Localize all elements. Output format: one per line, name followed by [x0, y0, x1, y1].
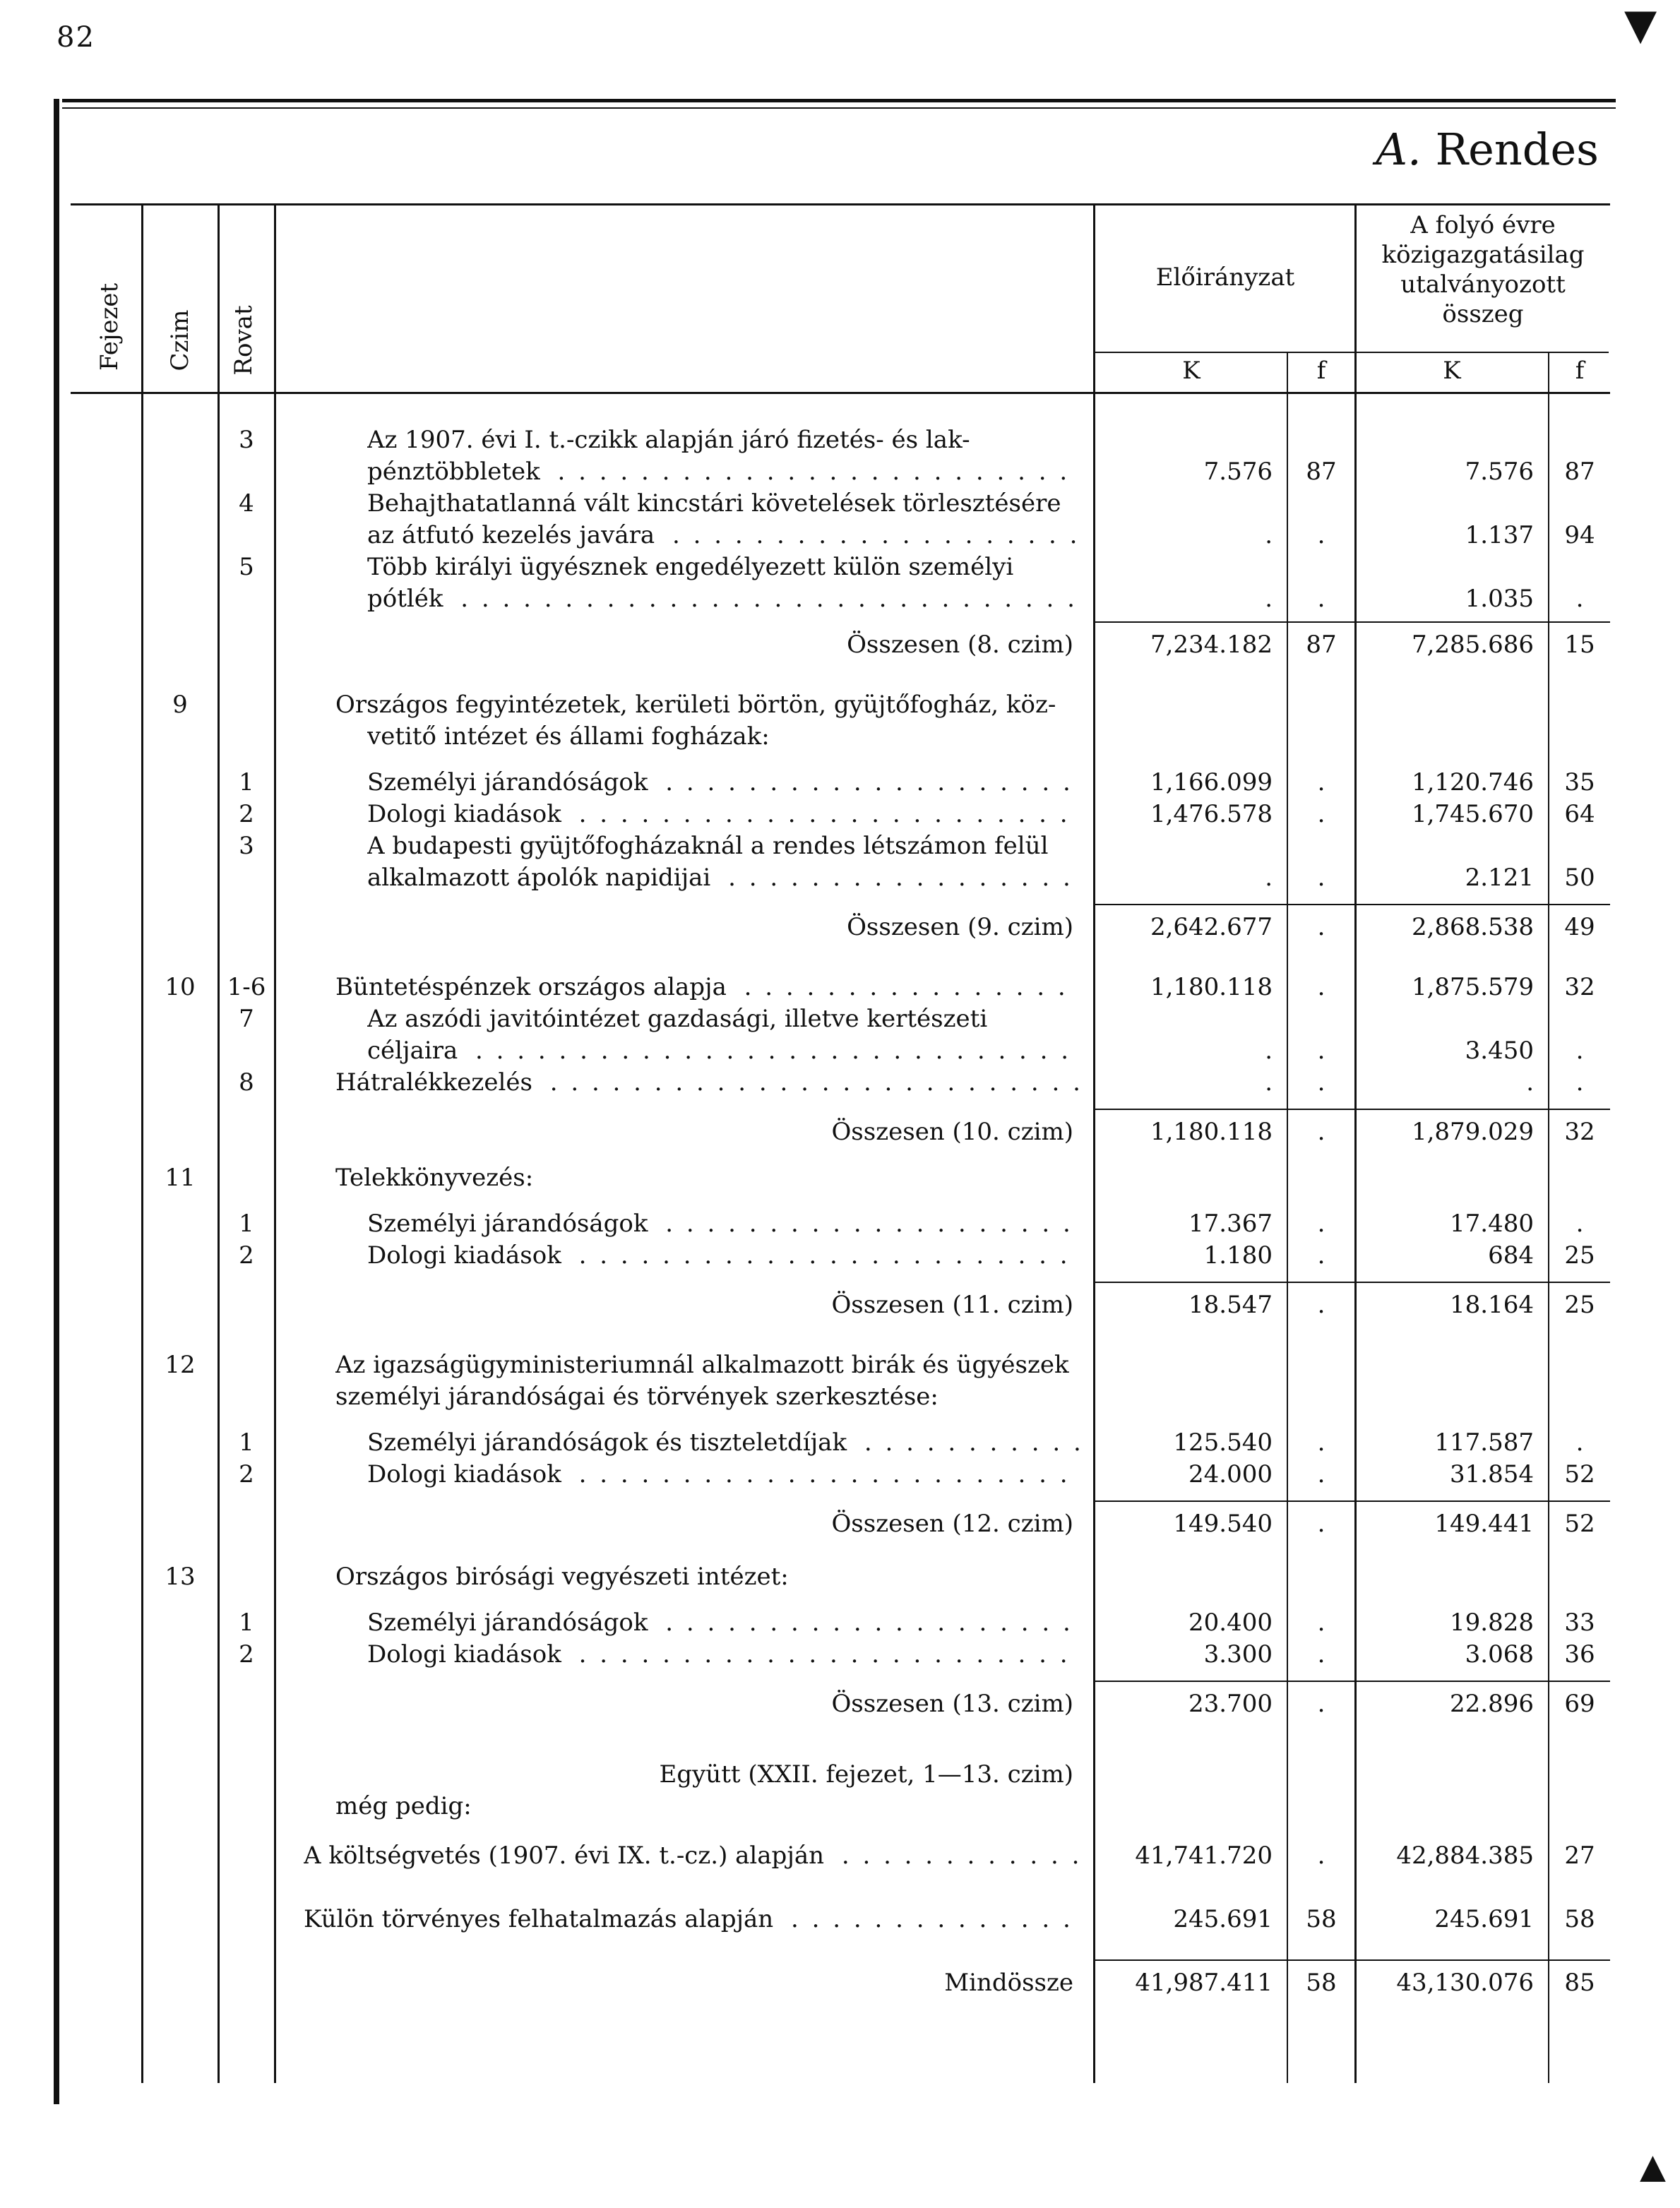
row-label	[282, 628, 1080, 661]
header-utal-line2: közigazgatásilag	[1381, 241, 1585, 269]
row-label	[367, 1003, 1080, 1035]
eloiranyzat-f-cell: .	[1317, 1510, 1325, 1538]
row-label-text: Hátralékkezelés	[335, 1068, 540, 1097]
eloiranyzat-k-cell: 20.400	[1188, 1609, 1273, 1637]
table-row	[0, 766, 1680, 799]
top-rule	[62, 99, 1616, 102]
table-row	[0, 720, 1680, 753]
subtotal-rule	[1093, 1500, 1610, 1502]
table-row	[0, 1560, 1680, 1593]
eloiranyzat-f-cell: .	[1317, 1640, 1325, 1669]
rovat-cell: 5	[239, 553, 254, 581]
table-row	[0, 1116, 1680, 1148]
utalvanyozott-k-cell: 42,884.385	[1396, 1842, 1534, 1870]
row-label	[335, 1380, 1080, 1413]
eloiranyzat-k-cell: 1,476.578	[1150, 800, 1273, 828]
eloiranyzat-f-cell: .	[1317, 1460, 1325, 1488]
row-label-text: Személyi járandóságok	[367, 768, 655, 796]
row-label	[335, 1066, 1080, 1099]
rovat-cell: 7	[239, 1005, 254, 1033]
row-label	[335, 1560, 1080, 1593]
row-label-text: még pedig:	[335, 1792, 479, 1820]
utalvanyozott-k-cell: 22.896	[1450, 1690, 1534, 1718]
utalvanyozott-f-cell: 15	[1564, 631, 1595, 659]
eloiranyzat-f-cell: .	[1317, 521, 1325, 549]
row-label	[367, 766, 1080, 799]
row-label	[367, 861, 1080, 894]
utalvanyozott-k-cell: 1.137	[1465, 521, 1534, 549]
utalvanyozott-k-cell: 1,879.029	[1411, 1118, 1534, 1146]
row-label-text: Országos birósági vegyészeti intézet:	[335, 1563, 796, 1591]
row-label	[282, 1758, 1080, 1791]
table-row	[0, 1239, 1680, 1272]
row-label	[335, 1349, 1080, 1381]
table-row	[0, 1289, 1680, 1321]
eloiranyzat-f-cell: .	[1317, 1068, 1325, 1097]
header-utal-line4: összeg	[1442, 300, 1524, 328]
row-label	[367, 519, 1080, 551]
utalvanyozott-k-cell: 1.035	[1465, 585, 1534, 613]
utalvanyozott-f-cell: 94	[1564, 521, 1595, 549]
subtotal-rule	[1093, 621, 1610, 623]
row-label	[282, 1967, 1080, 1999]
utalvanyozott-k-cell: 43,130.076	[1396, 1969, 1534, 1997]
table-row	[0, 1967, 1680, 1999]
utalvanyozott-f-cell: .	[1575, 1428, 1584, 1457]
eloiranyzat-k-cell: 2,642.677	[1150, 913, 1273, 941]
czim-cell: 11	[165, 1164, 196, 1192]
eloiranyzat-f-cell: .	[1317, 1241, 1325, 1270]
table-row	[0, 1790, 1680, 1822]
eloiranyzat-f-cell: .	[1317, 1690, 1325, 1718]
eloiranyzat-f-cell: .	[1317, 973, 1325, 1001]
row-label-text: Az igazságügyministeriumnál alkalmazott birák és ügyészek	[335, 1351, 1076, 1379]
row-label-text: pénztöbbletek	[367, 458, 547, 486]
row-label	[282, 1508, 1080, 1540]
row-label-text: Több királyi ügyésznek engedélyezett külön személyi	[367, 553, 1020, 581]
table-row	[0, 1638, 1680, 1671]
eloiranyzat-k-cell: 41,987.411	[1135, 1969, 1273, 1997]
rovat-cell: 1	[239, 1210, 254, 1238]
row-label	[282, 1289, 1080, 1321]
table-row	[0, 1003, 1680, 1035]
header-f1: f	[1316, 357, 1326, 385]
row-label-text: Dologi kiadások	[367, 800, 568, 828]
eloiranyzat-f-cell: .	[1317, 1210, 1325, 1238]
rovat-cell: 2	[239, 1460, 254, 1488]
row-label	[367, 1426, 1080, 1459]
utalvanyozott-k-cell: 2,868.538	[1411, 913, 1534, 941]
czim-cell: 10	[165, 973, 196, 1001]
row-label-text: Behajthatatlanná vált kincstári követelések törlesztésére	[367, 489, 1068, 518]
row-label-text: Összesen (12. czim)	[831, 1510, 1080, 1538]
table-row	[0, 1508, 1680, 1540]
header-rovat: Rovat	[230, 305, 258, 376]
header-utal-line3: utalványozott	[1400, 270, 1566, 299]
subtotal-rule	[1093, 1959, 1610, 1961]
rovat-cell: 2	[239, 800, 254, 828]
table-row	[0, 1207, 1680, 1240]
eloiranyzat-k-cell: 1,180.118	[1150, 973, 1273, 1001]
utalvanyozott-f-cell: 69	[1564, 1690, 1595, 1718]
rovat-cell: 4	[239, 489, 254, 518]
row-label	[367, 1034, 1080, 1067]
table-row	[0, 1903, 1680, 1935]
eloiranyzat-k-cell: 7.576	[1203, 458, 1273, 486]
row-label-text: Személyi járandóságok	[367, 1609, 655, 1637]
rovat-cell: 8	[239, 1068, 254, 1097]
row-label-text: A budapesti gyüjtőfogházaknál a rendes létszámon felül	[367, 832, 1055, 860]
utalvanyozott-k-cell: 18.164	[1450, 1291, 1534, 1319]
row-label-text: A költségvetés (1907. évi IX. t.-cz.) alapján	[304, 1842, 831, 1870]
utalvanyozott-f-cell: 35	[1564, 768, 1595, 796]
table-row	[0, 1688, 1680, 1720]
table-row	[0, 1349, 1680, 1381]
eloiranyzat-k-cell: 7,234.182	[1150, 631, 1273, 659]
eloiranyzat-k-cell: .	[1265, 864, 1273, 892]
utalvanyozott-f-cell: 25	[1564, 1291, 1595, 1319]
row-label-text: Összesen (8. czim)	[847, 631, 1080, 659]
eloiranyzat-k-cell: 41,741.720	[1135, 1842, 1273, 1870]
row-label	[282, 1688, 1080, 1720]
utalvanyozott-f-cell: 27	[1564, 1842, 1595, 1870]
page-heading	[1376, 124, 1599, 175]
table-row	[0, 1606, 1680, 1639]
utalvanyozott-f-cell: 52	[1564, 1510, 1595, 1538]
utalvanyozott-f-cell: 85	[1564, 1969, 1595, 1997]
eloiranyzat-f-cell: 58	[1306, 1905, 1337, 1933]
row-label	[367, 1638, 1080, 1671]
header-eloiranyzat: Előirányzat	[1155, 263, 1295, 292]
row-label-text: Összesen (13. czim)	[831, 1690, 1080, 1718]
table-row	[0, 551, 1680, 583]
table-row	[0, 861, 1680, 894]
row-label	[335, 971, 1080, 1003]
utalvanyozott-f-cell: 50	[1564, 864, 1595, 892]
table-row	[0, 971, 1680, 1003]
eloiranyzat-f-cell: .	[1317, 1609, 1325, 1637]
heading-letter: A.	[1376, 124, 1422, 175]
row-label-text: Dologi kiadások	[367, 1241, 568, 1270]
row-label-text: személyi járandóságai és törvények szerkesztése:	[335, 1383, 946, 1411]
subtotal-rule	[1093, 1681, 1610, 1682]
rovat-cell: 1-6	[227, 973, 266, 1001]
utalvanyozott-f-cell: 32	[1564, 1118, 1595, 1146]
header-fejezet: Fejezet	[95, 282, 124, 371]
eloiranyzat-k-cell: .	[1265, 521, 1273, 549]
rovat-cell: 3	[239, 832, 254, 860]
utalvanyozott-f-cell: 25	[1564, 1241, 1595, 1270]
header-utal-line1: A folyó évre	[1410, 211, 1556, 239]
table-row	[0, 455, 1680, 488]
eloiranyzat-f-cell: 58	[1306, 1969, 1337, 1997]
row-label-text: alkalmazott ápolók napidijai	[367, 864, 717, 892]
utalvanyozott-k-cell: 1,745.670	[1411, 800, 1534, 828]
subtotal-rule	[1093, 1282, 1610, 1283]
header-f2: f	[1575, 357, 1585, 385]
row-label	[367, 424, 1080, 456]
table-row	[0, 1066, 1680, 1099]
utalvanyozott-f-cell: 33	[1564, 1609, 1595, 1637]
row-label	[367, 830, 1080, 862]
eloiranyzat-f-cell: .	[1317, 1291, 1325, 1319]
row-label	[335, 1162, 1080, 1194]
utalvanyozott-f-cell: 36	[1564, 1640, 1595, 1669]
utalvanyozott-f-cell: .	[1575, 1068, 1584, 1097]
subtotal-rule	[1093, 1109, 1610, 1110]
row-label-text: pótlék	[367, 585, 451, 613]
eloiranyzat-k-cell: 17.367	[1188, 1210, 1273, 1238]
top-rule-thin	[62, 107, 1616, 109]
heading-word: Rendes	[1435, 124, 1599, 175]
utalvanyozott-k-cell: 1,875.579	[1411, 973, 1534, 1001]
table-row	[0, 424, 1680, 456]
row-label-text: Mindössze	[944, 1969, 1080, 1997]
row-label-text: Az aszódi javitóintézet gazdasági, illetve kertészeti	[367, 1005, 994, 1033]
eloiranyzat-f-cell: .	[1317, 1118, 1325, 1146]
row-label-text: Összesen (10. czim)	[831, 1118, 1080, 1146]
utalvanyozott-f-cell: 64	[1564, 800, 1595, 828]
utalvanyozott-k-cell: 245.691	[1434, 1905, 1534, 1933]
table-row	[0, 1839, 1680, 1872]
eloiranyzat-k-cell: .	[1265, 1068, 1273, 1097]
eloiranyzat-f-cell: .	[1317, 913, 1325, 941]
row-label	[367, 1458, 1080, 1491]
eloiranyzat-f-cell: .	[1317, 800, 1325, 828]
header-sub-rule	[1093, 352, 1609, 353]
utalvanyozott-k-cell: 1,120.746	[1411, 768, 1534, 796]
utalvanyozott-k-cell: 684	[1488, 1241, 1534, 1270]
table-row	[0, 798, 1680, 830]
table-row	[0, 688, 1680, 721]
row-label-text: Országos fegyintézetek, kerületi börtön, gyüjtőfogház, köz-	[335, 691, 1063, 719]
czim-cell: 13	[165, 1563, 196, 1591]
row-label-text: az átfutó kezelés javára	[367, 521, 662, 549]
row-label-text: Együtt (XXII. fejezet, 1—13. czim)	[660, 1760, 1081, 1789]
row-label	[282, 911, 1080, 943]
row-label	[367, 1239, 1080, 1272]
eloiranyzat-k-cell: 24.000	[1188, 1460, 1273, 1488]
row-label	[335, 1790, 1080, 1822]
utalvanyozott-k-cell: 7.576	[1465, 458, 1534, 486]
row-label-text: Összesen (11. czim)	[831, 1291, 1080, 1319]
utalvanyozott-f-cell: .	[1575, 1037, 1584, 1065]
header-bottom-rule	[71, 392, 1610, 394]
row-label-text: Telekkönyvezés:	[335, 1164, 540, 1192]
table-row	[0, 1426, 1680, 1459]
rovat-cell: 1	[239, 1428, 254, 1457]
table-row	[0, 519, 1680, 551]
header-top-rule	[71, 203, 1610, 205]
rovat-cell: 1	[239, 768, 254, 796]
eloiranyzat-k-cell: 3.300	[1203, 1640, 1273, 1669]
eloiranyzat-k-cell: 1,166.099	[1150, 768, 1273, 796]
eloiranyzat-k-cell: 18.547	[1188, 1291, 1273, 1319]
row-label-text: Dologi kiadások	[367, 1640, 568, 1669]
eloiranyzat-f-cell: .	[1317, 864, 1325, 892]
bottom-mark: ▲	[1640, 2147, 1666, 2186]
utalvanyozott-k-cell: 3.068	[1465, 1640, 1534, 1669]
utalvanyozott-k-cell: 31.854	[1450, 1460, 1534, 1488]
rovat-cell: 2	[239, 1640, 254, 1669]
utalvanyozott-k-cell: .	[1526, 1068, 1534, 1097]
utalvanyozott-k-cell: 149.441	[1434, 1510, 1534, 1538]
eloiranyzat-f-cell: .	[1317, 585, 1325, 613]
eloiranyzat-k-cell: .	[1265, 585, 1273, 613]
table-row	[0, 1458, 1680, 1491]
page-number: 82	[56, 21, 95, 54]
row-label-text: Összesen (9. czim)	[847, 913, 1080, 941]
utalvanyozott-k-cell: 117.587	[1434, 1428, 1534, 1457]
table-row	[0, 1380, 1680, 1413]
row-label-text: céljaira	[367, 1037, 465, 1065]
utalvanyozott-f-cell: 52	[1564, 1460, 1595, 1488]
header-czim: Czim	[166, 309, 194, 371]
table-row	[0, 1034, 1680, 1067]
utalvanyozott-k-cell: 19.828	[1450, 1609, 1534, 1637]
eloiranyzat-f-cell: .	[1317, 1037, 1325, 1065]
eloiranyzat-k-cell: 1,180.118	[1150, 1118, 1273, 1146]
utalvanyozott-k-cell: 17.480	[1450, 1210, 1534, 1238]
row-label-text: Külön törvényes felhatalmazás alapján	[304, 1905, 780, 1933]
eloiranyzat-f-cell: .	[1317, 1428, 1325, 1457]
czim-cell: 12	[165, 1351, 196, 1379]
row-label-text: Büntetéspénzek országos alapja	[335, 973, 734, 1001]
utalvanyozott-f-cell: 49	[1564, 913, 1595, 941]
utalvanyozott-f-cell: 58	[1564, 1905, 1595, 1933]
row-label	[367, 1606, 1080, 1639]
eloiranyzat-f-cell: .	[1317, 768, 1325, 796]
eloiranyzat-k-cell: 23.700	[1188, 1690, 1273, 1718]
eloiranyzat-f-cell: 87	[1306, 631, 1337, 659]
row-label-text: Dologi kiadások	[367, 1460, 568, 1488]
row-label-text: Az 1907. évi I. t.-czikk alapján járó fizetés- és lak-	[367, 426, 977, 454]
row-label	[367, 720, 1080, 753]
table-row	[0, 911, 1680, 943]
table-row	[0, 628, 1680, 661]
row-label	[367, 487, 1080, 520]
row-label	[367, 551, 1080, 583]
header-k2: K	[1443, 357, 1461, 385]
utalvanyozott-k-cell: 3.450	[1465, 1037, 1534, 1065]
row-label	[282, 1116, 1080, 1148]
utalvanyozott-f-cell: 87	[1564, 458, 1595, 486]
rovat-cell: 1	[239, 1609, 254, 1637]
eloiranyzat-k-cell: 149.540	[1173, 1510, 1273, 1538]
row-label	[304, 1839, 1080, 1872]
header-utalvanyozott	[1356, 210, 1610, 329]
row-label	[367, 798, 1080, 830]
row-label-text: vetitő intézet és állami fogházak:	[367, 722, 777, 751]
row-label-text: Személyi járandóságok	[367, 1210, 655, 1238]
row-label	[335, 688, 1080, 721]
eloiranyzat-k-cell: 1.180	[1203, 1241, 1273, 1270]
utalvanyozott-f-cell: .	[1575, 585, 1584, 613]
utalvanyozott-k-cell: 2.121	[1465, 864, 1534, 892]
utalvanyozott-f-cell: .	[1575, 1210, 1584, 1238]
row-label-text: Személyi járandóságok és tiszteletdíjak	[367, 1428, 854, 1457]
row-label	[304, 1903, 1080, 1935]
czim-cell: 9	[172, 691, 188, 719]
table-row	[0, 583, 1680, 615]
corner-mark: ▼	[1624, 0, 1657, 49]
eloiranyzat-k-cell: .	[1265, 1037, 1273, 1065]
utalvanyozott-f-cell: 32	[1564, 973, 1595, 1001]
header-k1: K	[1182, 357, 1201, 385]
table-row	[0, 1162, 1680, 1194]
row-label	[367, 1207, 1080, 1240]
row-label	[367, 583, 1080, 615]
table-row	[0, 487, 1680, 520]
row-label	[367, 455, 1080, 488]
rovat-cell: 3	[239, 426, 254, 454]
eloiranyzat-f-cell: 87	[1306, 458, 1337, 486]
table-row	[0, 1758, 1680, 1791]
eloiranyzat-f-cell: .	[1317, 1842, 1325, 1870]
eloiranyzat-k-cell: 125.540	[1173, 1428, 1273, 1457]
subtotal-rule	[1093, 904, 1610, 905]
rovat-cell: 2	[239, 1241, 254, 1270]
eloiranyzat-k-cell: 245.691	[1173, 1905, 1273, 1933]
table-row	[0, 830, 1680, 862]
utalvanyozott-k-cell: 7,285.686	[1411, 631, 1534, 659]
